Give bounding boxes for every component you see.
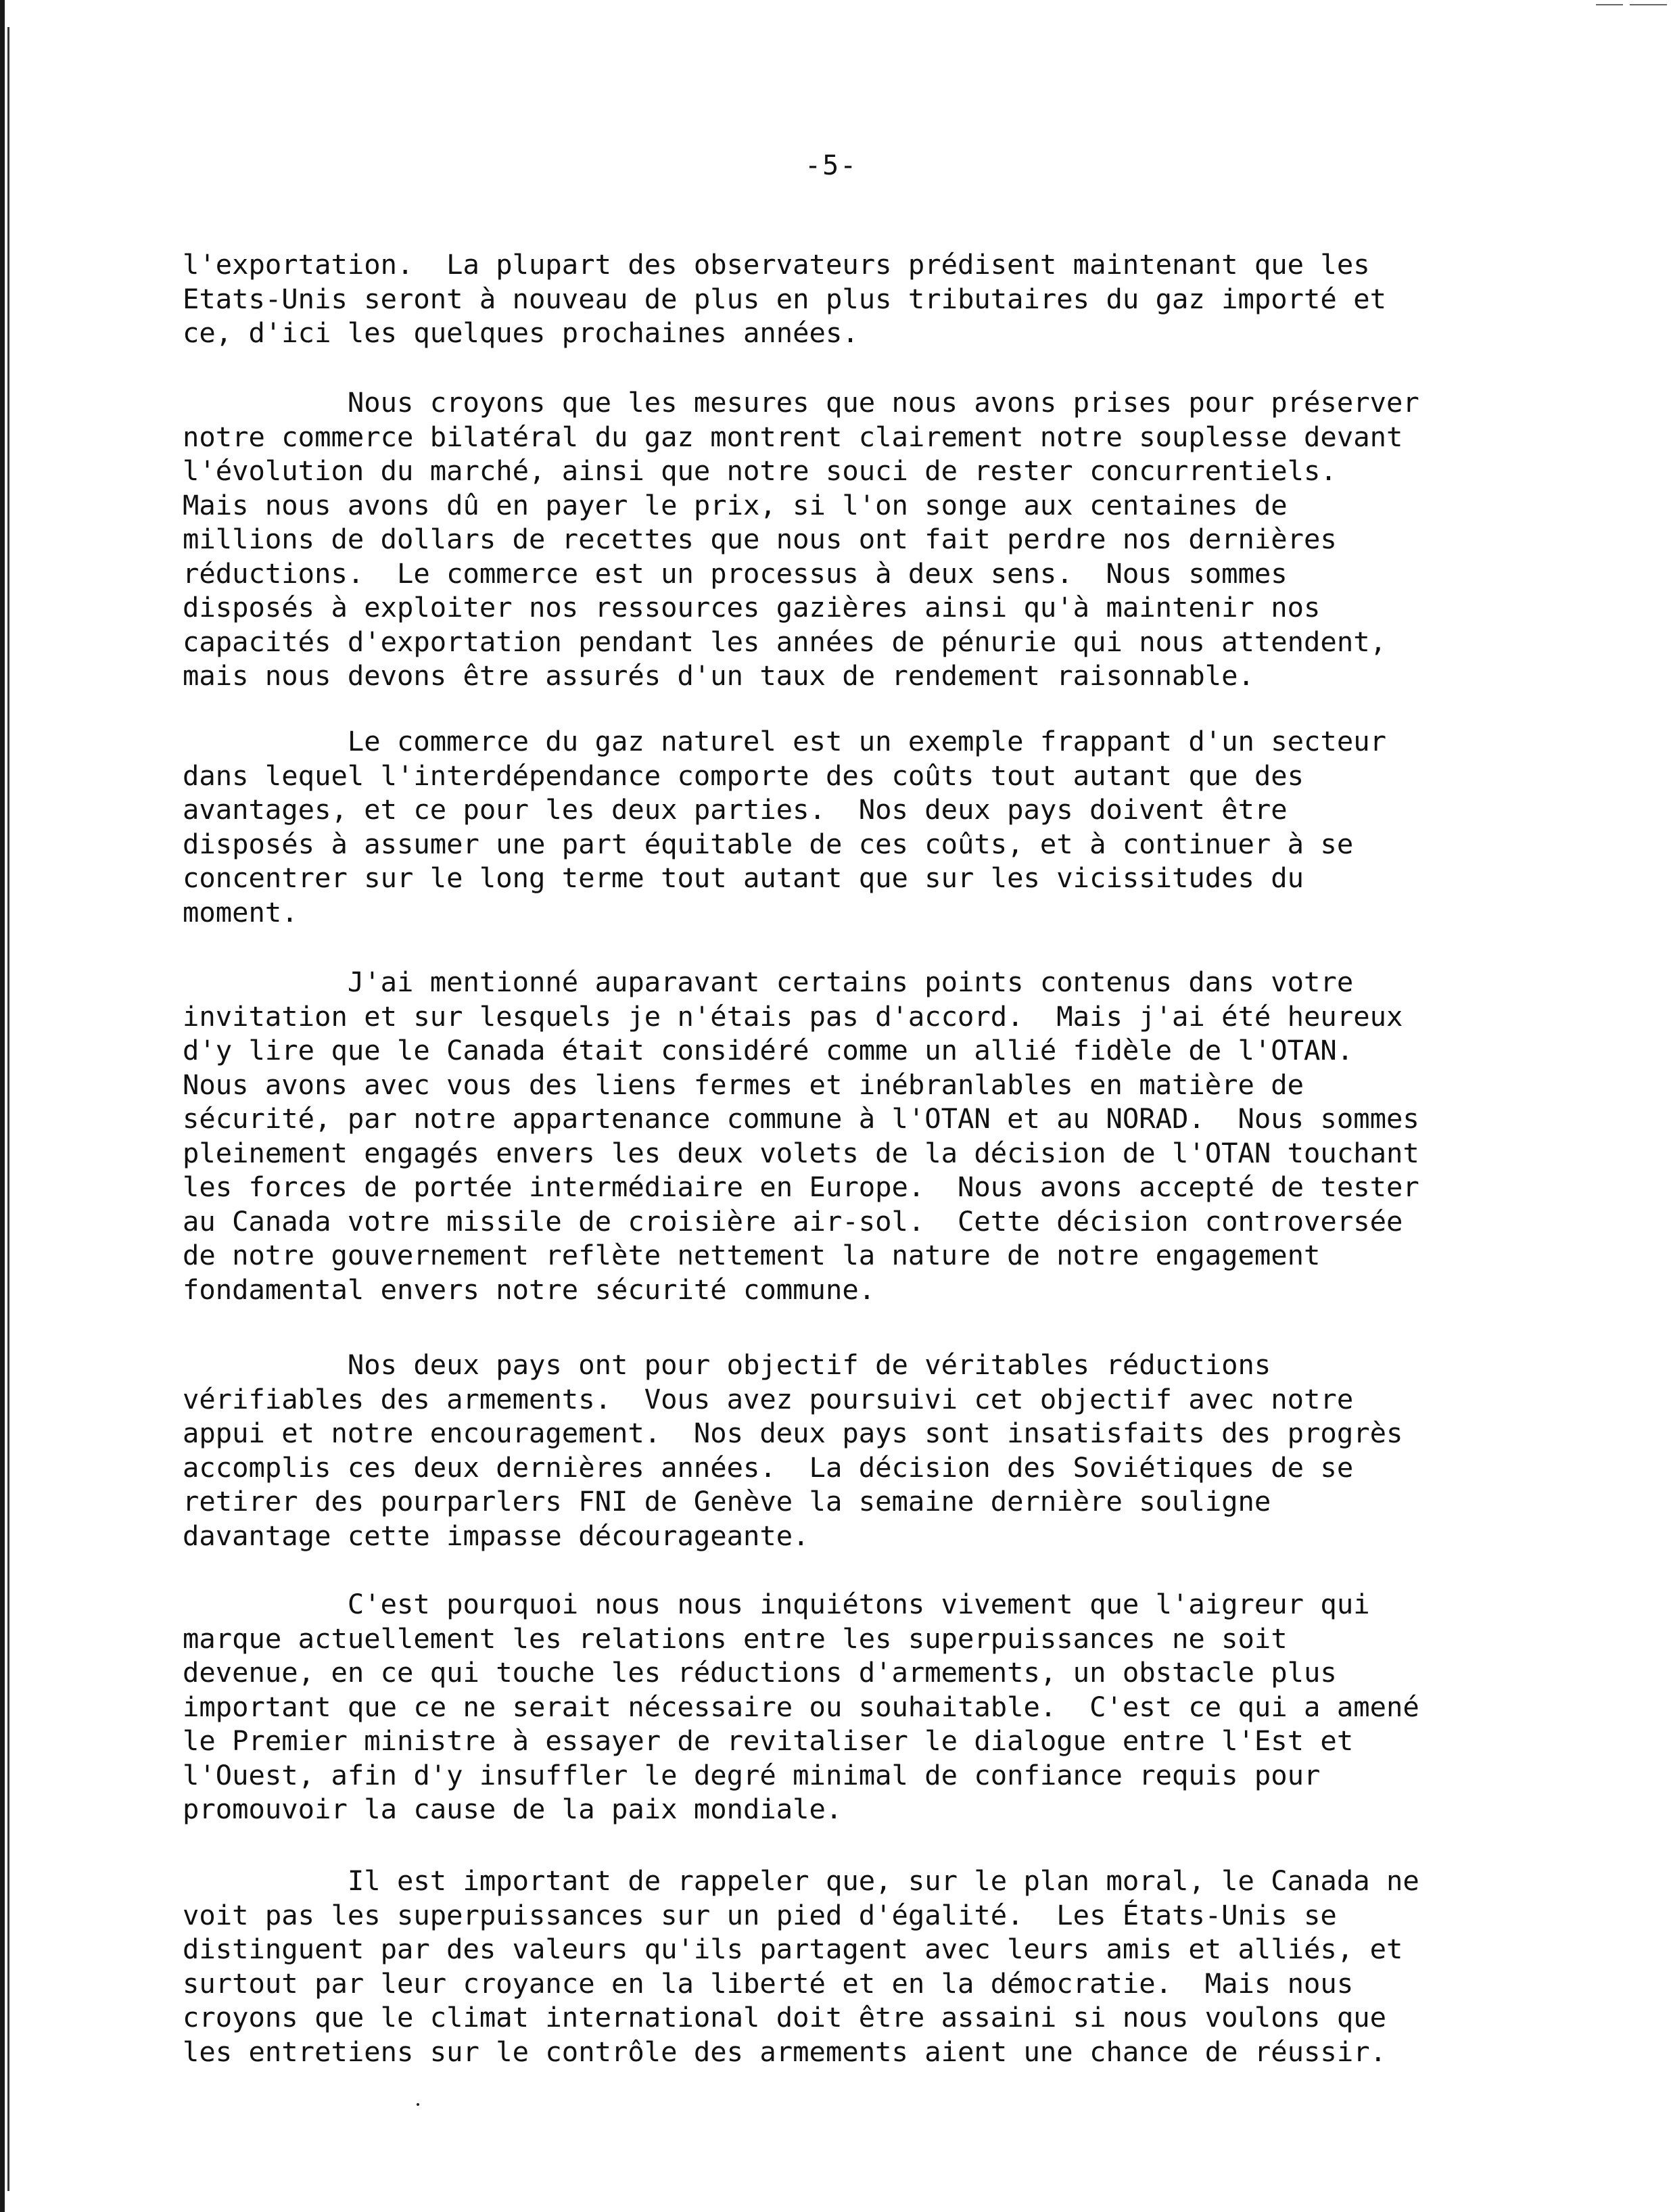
text-line: Le commerce du gaz naturel est un exemple frappant d'un secteur [183, 725, 1386, 757]
text-line: au Canada votre missile de croisière air-sol. Cette décision controversée [183, 1204, 1403, 1238]
scan-speck [417, 2103, 419, 2106]
text-line: avantages, et ce pour les deux parties. Nos deux pays doivent être [183, 793, 1288, 826]
paragraph-1 [183, 248, 1481, 350]
text-line: surtout par leur croyance en la liberté et en la démocratie. Mais nous [183, 1967, 1354, 2000]
text-line: croyons que le climat international doit être assaini si nous voulons que [183, 2001, 1386, 2033]
text-line: réductions. Le commerce est un processus à deux sens. Nous sommes [183, 557, 1288, 590]
text-line: appui et notre encouragement. Nos deux pays sont insatisfaits des progrès [183, 1417, 1403, 1449]
text-line: J'ai mentionné auparavant certains points contenus dans votre [183, 966, 1354, 998]
text-line: vérifiables des armements. Vous avez poursuivi cet objectif avec notre [183, 1382, 1354, 1415]
text-line: Etats-Unis seront à nouveau de plus en plus tributaires du gaz importé et [183, 282, 1386, 315]
paragraph-7 [183, 1864, 1481, 2069]
text-line: accomplis ces deux dernières années. La décision des Soviétiques de se [183, 1451, 1354, 1484]
scan-edge-shadow [0, 0, 5, 2212]
paragraph-5 [183, 1348, 1481, 1553]
scan-mark [1630, 4, 1667, 5]
paragraph-4 [183, 965, 1481, 1307]
scan-mark [1596, 4, 1623, 5]
page-number: -5- [805, 150, 858, 181]
text-line: les entretiens sur le contrôle des armements aient une chance de réussir. [183, 2035, 1386, 2068]
text-line: voit pas les superpuissances sur un pied d'égalité. Les États-Unis se [183, 1898, 1337, 1931]
text-line: d'y lire que le Canada était considéré comme un allié fidèle de l'OTAN. [183, 1034, 1354, 1066]
text-line: l'Ouest, afin d'y insuffler le degré minimal de confiance requis pour [183, 1758, 1321, 1791]
text-line: notre commerce bilatéral du gaz montrent clairement notre souplesse devant [183, 420, 1403, 453]
text-line: Nos deux pays ont pour objectif de véritables réductions [183, 1348, 1271, 1381]
text-line: concentrer sur le long terme tout autant que sur les vicissitudes du [183, 862, 1304, 894]
text-line: Nous avons avec vous des liens fermes et inébranlables en matière de [183, 1068, 1304, 1101]
text-line: ce, d'ici les quelques prochaines années. [183, 316, 859, 349]
text-line: millions de dollars de recettes que nous ont fait perdre nos dernières [183, 523, 1337, 555]
text-line: fondamental envers notre sécurité commune. [183, 1273, 876, 1306]
paragraph-6 [183, 1587, 1481, 1827]
text-line: important que ce ne serait nécessaire ou souhaitable. C'est ce qui a amené [183, 1690, 1419, 1723]
text-line: Mais nous avons dû en payer le prix, si l'on songe aux centaines de [183, 488, 1288, 521]
text-line: devenue, en ce qui touche les réductions d'armements, un obstacle plus [183, 1656, 1337, 1689]
text-line: invitation et sur lesquels je n'étais pas d'accord. Mais j'ai été heureux [183, 999, 1403, 1033]
text-line: dans lequel l'interdépendance comporte des coûts tout autant que des [183, 759, 1304, 792]
text-line: promouvoir la cause de la paix mondiale. [183, 1793, 843, 1825]
text-line: moment. [183, 895, 298, 928]
text-line: disposés à exploiter nos ressources gazières ainsi qu'à maintenir nos [183, 591, 1321, 623]
text-line: C'est pourquoi nous nous inquiétons vivement que l'aigreur qui [183, 1588, 1370, 1620]
text-line: marque actuellement les relations entre les superpuissances ne soit [183, 1622, 1288, 1655]
text-line: mais nous devons être assurés d'un taux de rendement raisonnable. [183, 659, 1254, 692]
scan-edge-line [7, 27, 9, 2191]
text-line: capacités d'exportation pendant les années de pénurie qui nous attendent, [183, 625, 1386, 658]
text-line: sécurité, par notre appartenance commune à l'OTAN et au NORAD. Nous sommes [183, 1102, 1419, 1135]
text-line: Nous croyons que les mesures que nous avons prises pour préserver [183, 386, 1419, 419]
paragraph-2 [183, 385, 1481, 693]
text-line: l'exportation. La plupart des observateurs prédisent maintenant que les [183, 248, 1370, 281]
text-line: distinguent par des valeurs qu'ils partagent avec leurs amis et alliés, et [183, 1933, 1403, 1965]
text-line: davantage cette impasse décourageante. [183, 1519, 809, 1552]
text-line: de notre gouvernement reflète nettement la nature de notre engagement [183, 1239, 1321, 1271]
text-line: le Premier ministre à essayer de revitaliser le dialogue entre l'Est et [183, 1724, 1354, 1757]
text-line: pleinement engagés envers les deux volets de la décision de l'OTAN touchant [183, 1136, 1419, 1169]
text-line: retirer des pourparlers FNI de Genève la semaine dernière souligne [183, 1485, 1271, 1517]
text-line: Il est important de rappeler que, sur le plan moral, le Canada ne [183, 1864, 1419, 1897]
text-line: l'évolution du marché, ainsi que notre souci de rester concurrentiels. [183, 454, 1337, 487]
text-line: disposés à assumer une part équitable de ces coûts, et à continuer à se [183, 827, 1354, 860]
paragraph-3 [183, 724, 1481, 929]
text-line: les forces de portée intermédiaire en Europe. Nous avons accepté de tester [183, 1171, 1419, 1203]
